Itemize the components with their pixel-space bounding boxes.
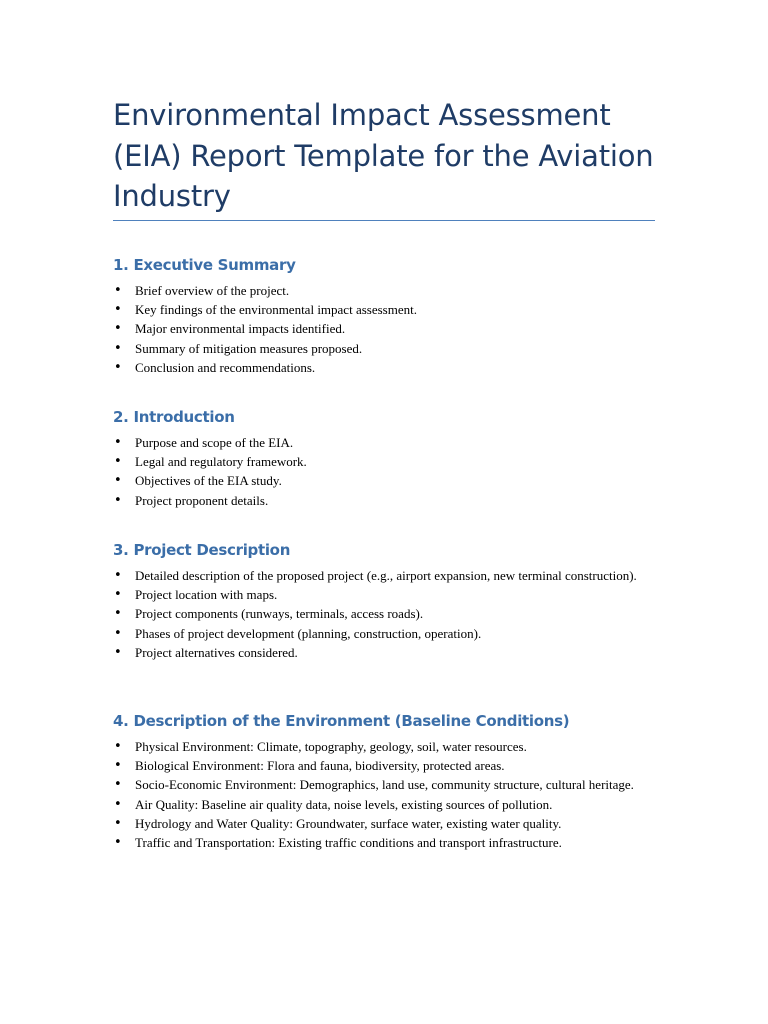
list-item: • Detailed description of the proposed project (e.g., airport expansion, new terminal construction). [113, 566, 673, 585]
section-heading: 4. Description of the Environment (Baseline Conditions) [113, 712, 570, 730]
section-heading: 1. Executive Summary [113, 256, 296, 274]
list-item: • Project location with maps. [113, 585, 673, 604]
list-item: • Legal and regulatory framework. [113, 452, 673, 471]
list-item: • Physical Environment: Climate, topography, geology, soil, water resources. [113, 737, 673, 756]
list-item: • Phases of project development (planning, construction, operation). [113, 624, 673, 643]
list-item: • Project proponent details. [113, 491, 673, 510]
list-item: • Summary of mitigation measures proposed. [113, 339, 673, 358]
list-item: • Brief overview of the project. [113, 281, 673, 300]
bullet-list [113, 433, 673, 510]
list-item: • Biological Environment: Flora and fauna, biodiversity, protected areas. [113, 756, 673, 775]
list-item: • Purpose and scope of the EIA. [113, 433, 673, 452]
list-item: • Socio-Economic Environment: Demographics, land use, community structure, cultural heritage. [113, 775, 673, 794]
bullet-list [113, 737, 673, 852]
list-item: • Major environmental impacts identified. [113, 319, 673, 338]
list-item: • Project alternatives considered. [113, 643, 673, 662]
bullet-list [113, 566, 673, 662]
section-heading: 2. Introduction [113, 408, 235, 426]
bullet-list [113, 281, 673, 377]
document-title: Environmental Impact Assessment (EIA) Report Template for the Aviation Industry [113, 98, 654, 213]
list-item: • Traffic and Transportation: Existing traffic conditions and transport infrastructure. [113, 833, 673, 852]
section-heading: 3. Project Description [113, 541, 291, 559]
list-item: • Conclusion and recommendations. [113, 358, 673, 377]
title-divider [113, 220, 655, 221]
list-item: • Project components (runways, terminals, access roads). [113, 604, 673, 623]
list-item: • Hydrology and Water Quality: Groundwater, surface water, existing water quality. [113, 814, 673, 833]
list-item: • Objectives of the EIA study. [113, 471, 673, 490]
section-executive-summary [113, 255, 673, 377]
section-introduction [113, 407, 673, 510]
section-environment-baseline [113, 711, 673, 852]
list-item: • Key findings of the environmental impact assessment. [113, 300, 673, 319]
list-item: • Air Quality: Baseline air quality data, noise levels, existing sources of pollution. [113, 795, 673, 814]
section-project-description [113, 540, 673, 662]
